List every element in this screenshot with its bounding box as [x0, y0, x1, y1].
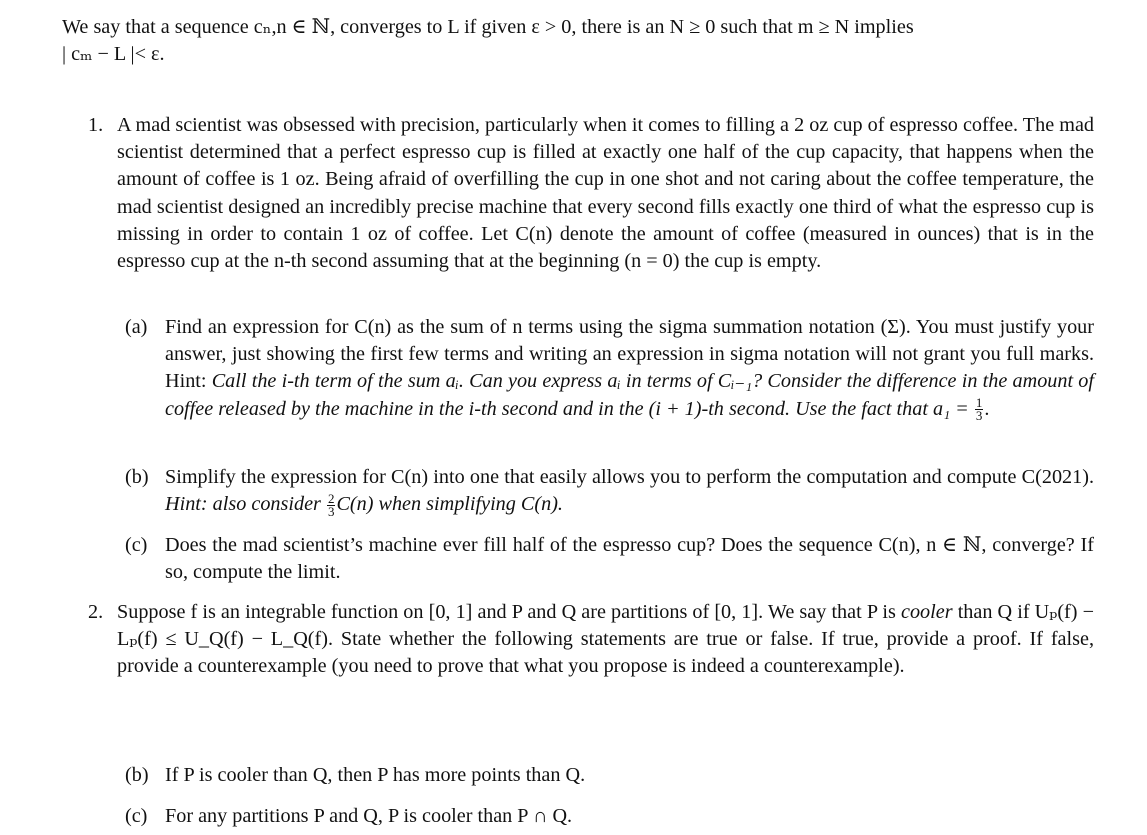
- question-2b-text: If P is cooler than Q, then P has more points than Q.: [165, 764, 586, 786]
- question-1b-hint-pre: Hint: also consider: [165, 493, 326, 516]
- question-1b-hint-post: C(n) when simplifying C(n).: [336, 493, 563, 516]
- question-1c-label: (c): [125, 534, 148, 556]
- question-1b-body: Simplify the expression for C(n) into one that easily allows you to perform the computation and compute C(2021).: [165, 466, 1094, 488]
- question-2-text: [117, 599, 1094, 681]
- question-2b-label: (b): [125, 764, 149, 786]
- question-1a-body: Find an expression for C(n) as the sum of n terms using the sigma summation notation (Σ). You must justify your answer, just showing the first few terms and writing an expression in sigma notation will not grant you full marks. Hint:: [165, 316, 1094, 393]
- fraction-one-third: [975, 397, 984, 422]
- question-2c-text: For any partitions P and Q, P is cooler than P ∩ Q.: [165, 805, 573, 827]
- question-1-number: 1.: [88, 114, 104, 136]
- fraction-denominator: 3: [327, 504, 335, 520]
- intro-line-1: We say that a sequence cₙ,n ∈ ℕ, converges to L if given ε > 0, there is an N ≥ 0 such that m ≥ N implies: [62, 16, 914, 38]
- question-1b-text: [165, 464, 1094, 518]
- question-1-text: A mad scientist was obsessed with precision, particularly when it comes to filling a 2 oz cup of espresso coffee. The mad scientist determined that a perfect espresso cup is filled at exactly one half of the cup capacity, that happens when the amount of coffee is 1 oz. Being afraid of overfilling the cup in one shot and not caring about the coffee temperature, the mad scientist designed an incredibly precise machine that every second fills exactly one third of what the espresso cup is missing in order to contain 1 oz of coffee. Let C(n) denote the amount of coffee (measured in ounces) that is in the espresso cup at the n-th second assuming that at the beginning (n = 0) the cup is empty.: [117, 114, 1094, 273]
- question-2-number: 2.: [88, 601, 104, 623]
- intro-line-2: | cₘ − L |< ε.: [62, 43, 165, 66]
- fraction-denominator: 3: [975, 408, 983, 424]
- fraction-numerator: 2: [327, 491, 335, 507]
- question-1a-label: (a): [125, 316, 148, 338]
- question-2-body-post: than Q if Uₚ(f) − Lₚ(f) ≤ U_Q(f) − L_Q(f). State whether the following statements are true or false. If true, provide a proof. If false, provide a counterexample (you need to prove that what you propose is indeed a counterexample).: [117, 601, 1094, 678]
- question-1c-text: Does the mad scientist’s machine ever fill half of the espresso cup? Does the sequence C(n), n ∈ ℕ, converge? If so, compute the limit.: [165, 534, 1094, 584]
- question-1b-label: (b): [125, 466, 149, 488]
- fraction-numerator: 1: [975, 395, 983, 411]
- cooler-term: cooler: [901, 601, 953, 623]
- question-1a-end: .: [984, 397, 990, 420]
- intro-definition: [62, 14, 1094, 68]
- fraction-two-thirds: [327, 493, 336, 518]
- question-2c-label: (c): [125, 805, 148, 827]
- question-1a-text: [165, 314, 1094, 423]
- question-2-body-pre: Suppose f is an integrable function on [0, 1] and P and Q are partitions of [0, 1]. We say that P is: [117, 601, 901, 623]
- question-1a-hint: Call the i-th term of the sum aᵢ. Can you express aᵢ in terms of Cᵢ₋₁? Consider the difference in the amount of coffee released by the machine in the i-th second and in the (i + 1)-th second. Use the fact that a₁ =: [165, 370, 1094, 420]
